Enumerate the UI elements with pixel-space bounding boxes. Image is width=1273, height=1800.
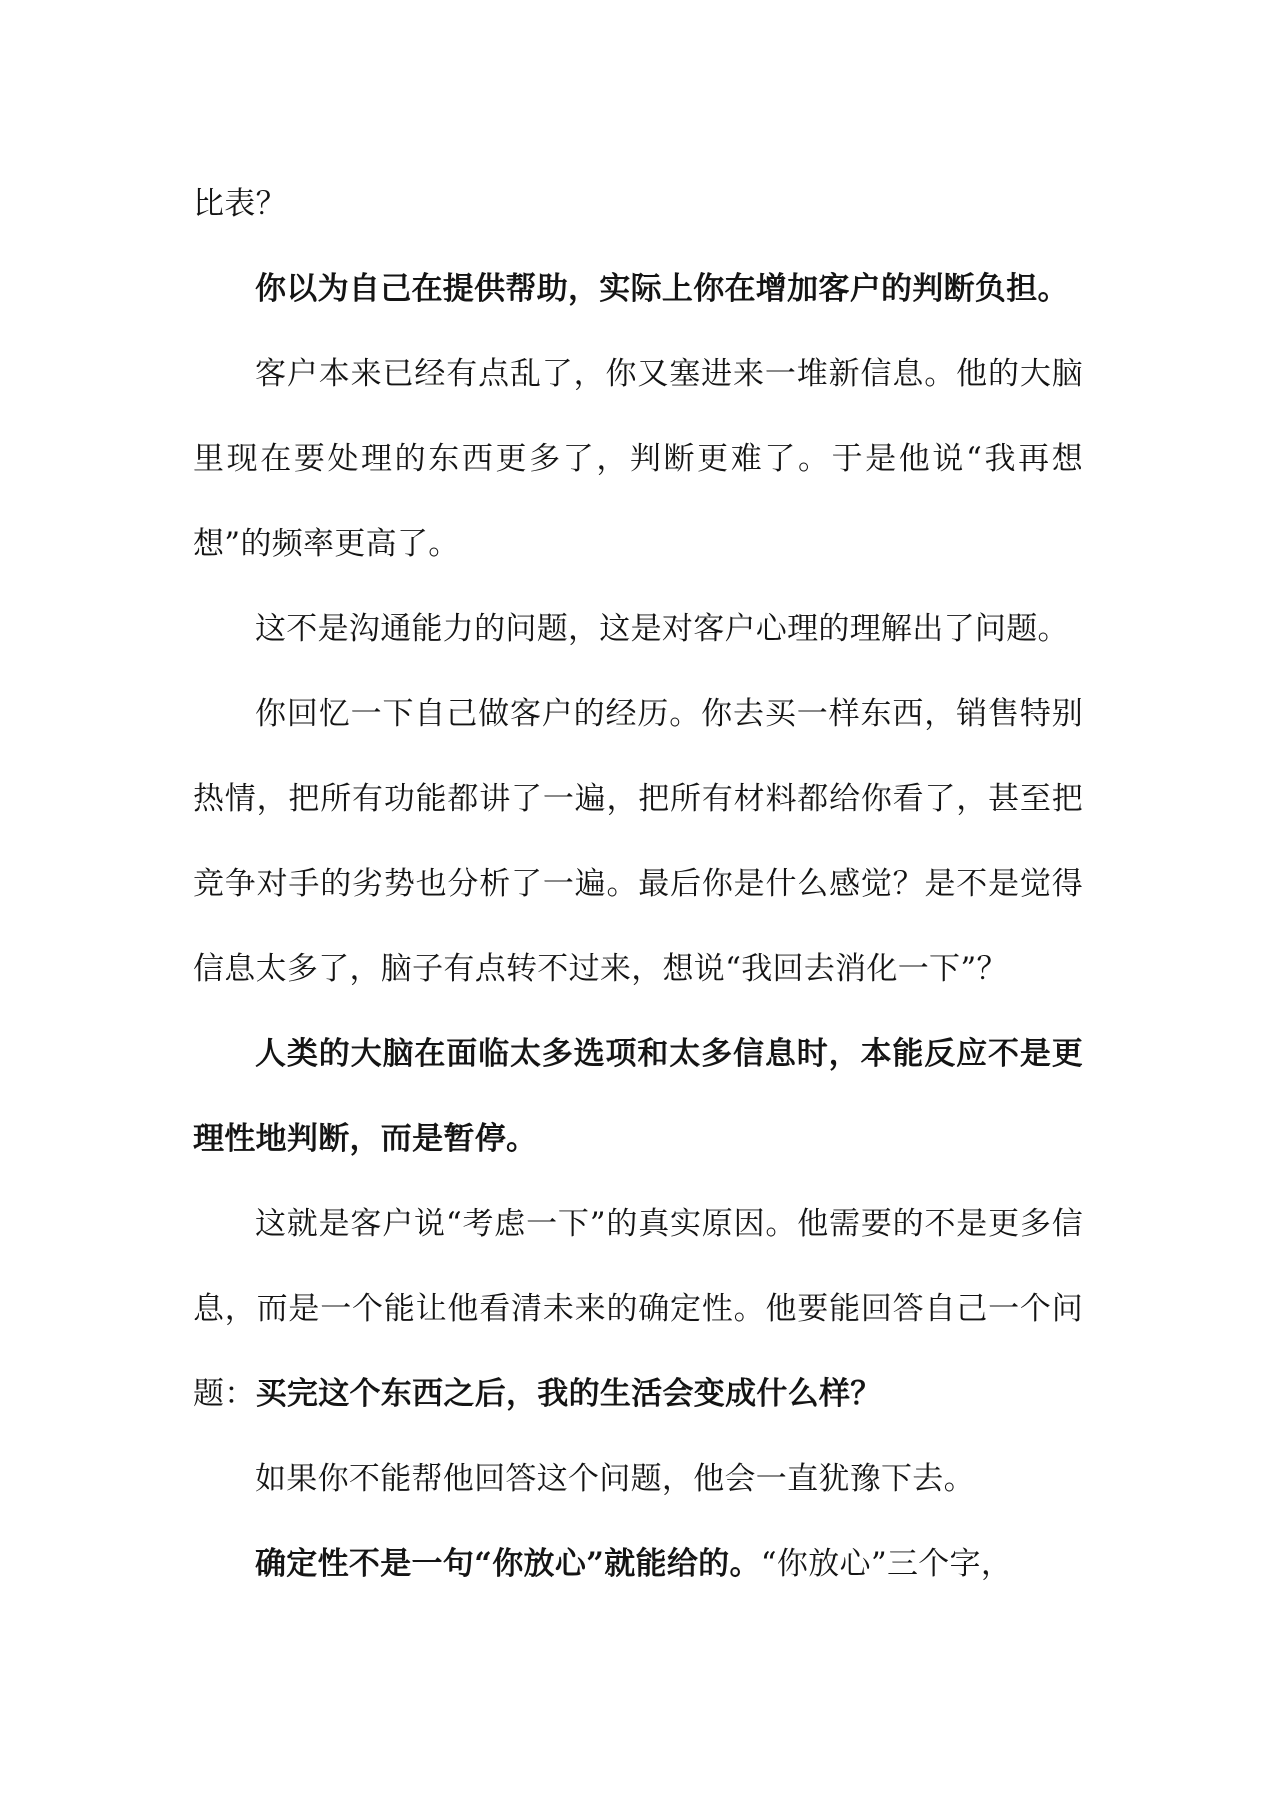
paragraph-1: 比表？ — [193, 186, 287, 222]
paragraph-3: 客户本来已经有点乱了，你又塞进来一堆新信息。他的大脑里现在要处理的东西更多了，判断更难了。于是他说“我再想想”的频率更高了。 — [193, 356, 1083, 562]
paragraph-9-normal-text: “你放心”三个字， — [760, 1546, 1013, 1582]
paragraph-6-bold: 人类的大脑在面临太多选项和太多信息时，本能反应不是更理性地判断，而是暂停。 — [193, 1036, 1083, 1157]
paragraph-9-bold-text: 确定性不是一句“你放心”就能给的。 — [255, 1546, 761, 1582]
paragraph-7-normal-text: 这就是客户说“考虑一下”的真实原因。他需要的不是更多信息，而是一个能让他看清未来的确定性。他要能回答自己一个问题： — [193, 1206, 1083, 1412]
paragraph-7-bold-text: 买完这个东西之后，我的生活会变成什么样？ — [255, 1376, 882, 1412]
paragraph-7 — [193, 1182, 1083, 1437]
paragraph-8: 如果你不能帮他回答这个问题，他会一直犹豫下去。 — [255, 1461, 975, 1497]
paragraph-5: 你回忆一下自己做客户的经历。你去买一样东西，销售特别热情，把所有功能都讲了一遍，把所有材料都给你看了，甚至把竞争对手的劣势也分析了一遍。最后你是什么感觉？是不是觉得信息太多了，脑子有点转不过来，想说“我回去消化一下”？ — [193, 696, 1083, 987]
paragraph-2-bold: 你以为自己在提供帮助，实际上你在增加客户的判断负担。 — [255, 271, 1069, 307]
paragraph-9 — [193, 1522, 1083, 1607]
document-page — [193, 162, 1083, 1607]
paragraph-4: 这不是沟通能力的问题，这是对客户心理的理解出了问题。 — [255, 611, 1069, 647]
